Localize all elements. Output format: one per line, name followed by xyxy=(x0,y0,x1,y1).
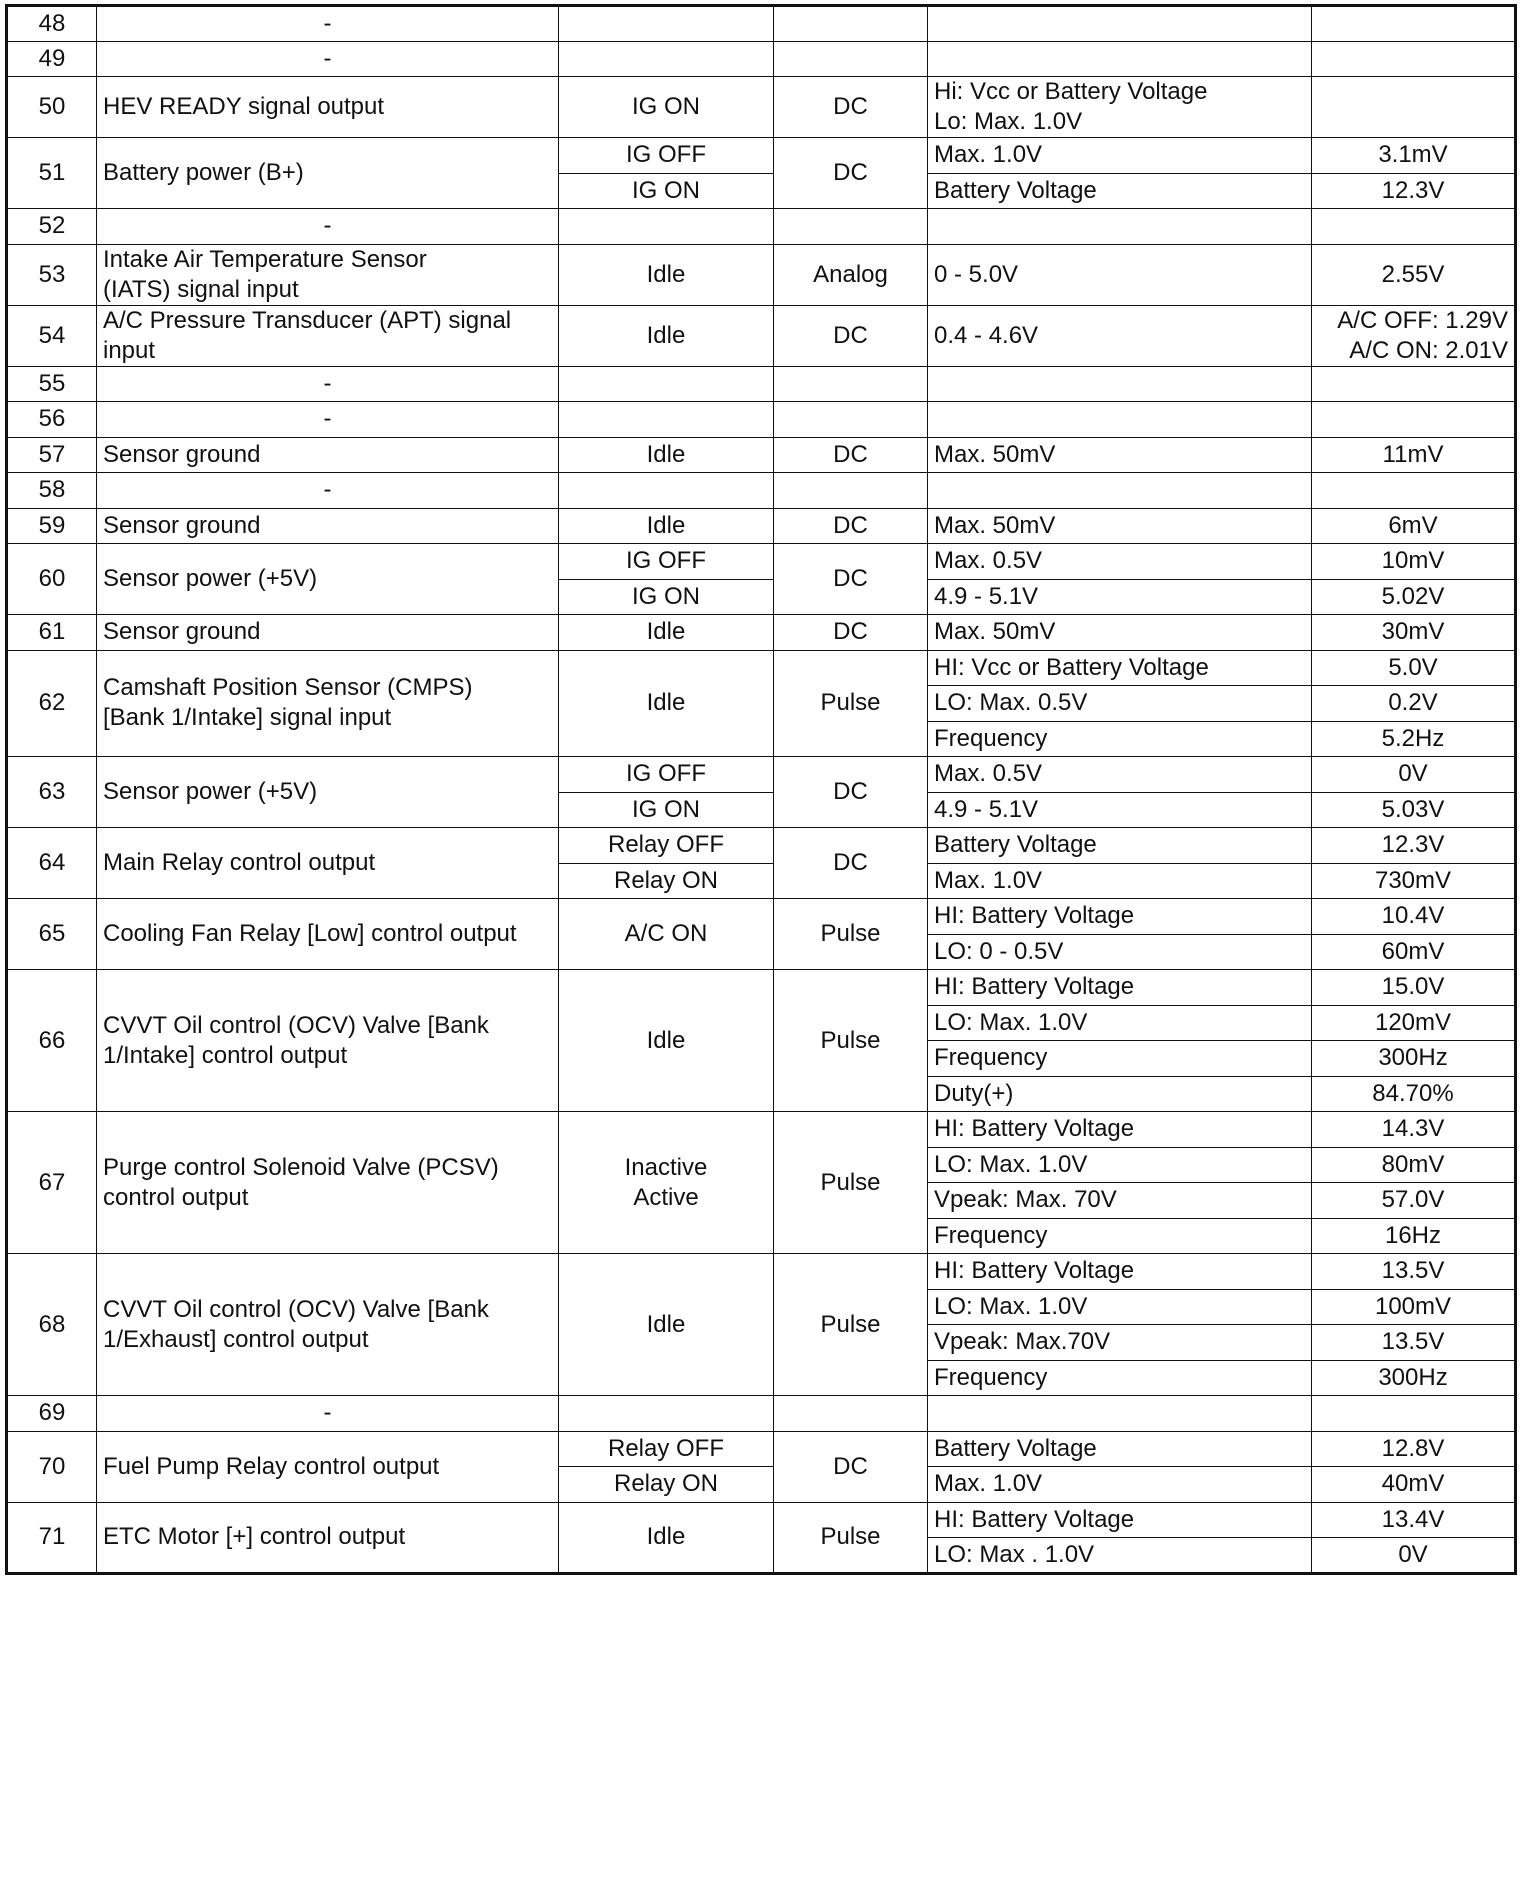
pin-description: Fuel Pump Relay control output xyxy=(97,1431,559,1502)
table-row xyxy=(7,366,1516,402)
table-row xyxy=(7,1254,1516,1290)
test-result: 60mV xyxy=(1312,934,1516,970)
signal-type xyxy=(774,1396,928,1432)
pin-description: CVVT Oil control (OCV) Valve [Bank 1/Intake] control output xyxy=(97,970,559,1112)
pin-number: 48 xyxy=(7,6,97,42)
test-result xyxy=(1312,473,1516,509)
table-row xyxy=(7,899,1516,935)
table-row xyxy=(7,828,1516,864)
pin-description: ETC Motor [+] control output xyxy=(97,1502,559,1573)
test-result: 0V xyxy=(1312,1538,1516,1574)
pin-description: Cooling Fan Relay [Low] control output xyxy=(97,899,559,970)
test-result: 15.0V xyxy=(1312,970,1516,1006)
specification xyxy=(928,473,1312,509)
signal-type: DC xyxy=(774,828,928,899)
pin-number: 57 xyxy=(7,437,97,473)
signal-type xyxy=(774,209,928,245)
pin-number: 51 xyxy=(7,138,97,209)
specification: Max. 50mV xyxy=(928,437,1312,473)
pin-number: 50 xyxy=(7,77,97,138)
signal-type xyxy=(774,402,928,438)
signal-type: DC xyxy=(774,757,928,828)
specification: Frequency xyxy=(928,721,1312,757)
pin-number: 60 xyxy=(7,544,97,615)
test-result: 13.5V xyxy=(1312,1254,1516,1290)
test-result: 12.8V xyxy=(1312,1431,1516,1467)
condition: Relay ON xyxy=(559,1467,774,1503)
test-result: 300Hz xyxy=(1312,1041,1516,1077)
signal-type: DC xyxy=(774,305,928,366)
table-row xyxy=(7,1396,1516,1432)
specification xyxy=(928,41,1312,77)
pin-number: 58 xyxy=(7,473,97,509)
specification xyxy=(928,6,1312,42)
condition: Relay OFF xyxy=(559,828,774,864)
pin-number: 68 xyxy=(7,1254,97,1396)
pin-description: A/C Pressure Transducer (APT) signal input xyxy=(97,305,559,366)
condition: Idle xyxy=(559,615,774,651)
pin-number: 49 xyxy=(7,41,97,77)
table-row xyxy=(7,6,1516,42)
pin-description: HEV READY signal output xyxy=(97,77,559,138)
test-result: 0V xyxy=(1312,757,1516,793)
test-result: 120mV xyxy=(1312,1005,1516,1041)
test-result: A/C OFF: 1.29V A/C ON: 2.01V xyxy=(1312,305,1516,366)
pin-number: 71 xyxy=(7,1502,97,1573)
signal-type: DC xyxy=(774,77,928,138)
test-result xyxy=(1312,1396,1516,1432)
pin-number: 62 xyxy=(7,650,97,757)
table-row xyxy=(7,1502,1516,1538)
test-result: 300Hz xyxy=(1312,1360,1516,1396)
pin-number: 69 xyxy=(7,1396,97,1432)
test-result: 57.0V xyxy=(1312,1183,1516,1219)
specification: Max. 50mV xyxy=(928,508,1312,544)
specification: Vpeak: Max. 70V xyxy=(928,1183,1312,1219)
pin-number: 67 xyxy=(7,1112,97,1254)
pin-description: Sensor power (+5V) xyxy=(97,544,559,615)
test-result xyxy=(1312,77,1516,138)
specification: Duty(+) xyxy=(928,1076,1312,1112)
specification: LO: 0 - 0.5V xyxy=(928,934,1312,970)
specification: Max. 0.5V xyxy=(928,544,1312,580)
specification xyxy=(928,402,1312,438)
condition xyxy=(559,6,774,42)
pin-number: 55 xyxy=(7,366,97,402)
signal-type: Pulse xyxy=(774,899,928,970)
pin-description: Sensor ground xyxy=(97,437,559,473)
specification: HI: Battery Voltage xyxy=(928,1502,1312,1538)
test-result: 100mV xyxy=(1312,1289,1516,1325)
test-result xyxy=(1312,41,1516,77)
pin-description: Battery power (B+) xyxy=(97,138,559,209)
specification: 0.4 - 4.6V xyxy=(928,305,1312,366)
specification xyxy=(928,209,1312,245)
table-row xyxy=(7,473,1516,509)
specification: 4.9 - 5.1V xyxy=(928,579,1312,615)
table-body xyxy=(7,6,1516,1574)
table-row xyxy=(7,757,1516,793)
condition: IG OFF xyxy=(559,138,774,174)
test-result: 80mV xyxy=(1312,1147,1516,1183)
specification: Max. 1.0V xyxy=(928,138,1312,174)
specification: Frequency xyxy=(928,1360,1312,1396)
table-row xyxy=(7,1431,1516,1467)
condition: Inactive Active xyxy=(559,1112,774,1254)
pin-number: 59 xyxy=(7,508,97,544)
signal-type: Analog xyxy=(774,244,928,305)
table-row xyxy=(7,209,1516,245)
condition: Idle xyxy=(559,437,774,473)
table-row xyxy=(7,305,1516,366)
condition: Idle xyxy=(559,970,774,1112)
specification: HI: Vcc or Battery Voltage xyxy=(928,650,1312,686)
pin-number: 56 xyxy=(7,402,97,438)
test-result: 11mV xyxy=(1312,437,1516,473)
pin-description: CVVT Oil control (OCV) Valve [Bank 1/Exhaust] control output xyxy=(97,1254,559,1396)
specification xyxy=(928,1396,1312,1432)
test-result: 40mV xyxy=(1312,1467,1516,1503)
signal-type: DC xyxy=(774,544,928,615)
pin-spec-table xyxy=(5,4,1517,1575)
test-result: 30mV xyxy=(1312,615,1516,651)
condition: Relay OFF xyxy=(559,1431,774,1467)
condition: IG ON xyxy=(559,579,774,615)
specification: HI: Battery Voltage xyxy=(928,1254,1312,1290)
signal-type: Pulse xyxy=(774,970,928,1112)
test-result: 14.3V xyxy=(1312,1112,1516,1148)
condition: Idle xyxy=(559,1502,774,1573)
table-row xyxy=(7,138,1516,174)
test-result xyxy=(1312,366,1516,402)
pin-description: - xyxy=(97,209,559,245)
specification: Battery Voltage xyxy=(928,173,1312,209)
specification: Frequency xyxy=(928,1218,1312,1254)
test-result: 10mV xyxy=(1312,544,1516,580)
pin-description: Sensor ground xyxy=(97,508,559,544)
pin-number: 70 xyxy=(7,1431,97,1502)
specification: HI: Battery Voltage xyxy=(928,899,1312,935)
specification: LO: Max. 0.5V xyxy=(928,686,1312,722)
table-row xyxy=(7,615,1516,651)
condition: Idle xyxy=(559,305,774,366)
signal-type: DC xyxy=(774,437,928,473)
table-row xyxy=(7,1112,1516,1148)
condition: A/C ON xyxy=(559,899,774,970)
pin-description: - xyxy=(97,366,559,402)
specification: Max. 1.0V xyxy=(928,1467,1312,1503)
test-result: 12.3V xyxy=(1312,173,1516,209)
table-row xyxy=(7,650,1516,686)
pin-number: 54 xyxy=(7,305,97,366)
signal-type xyxy=(774,41,928,77)
pin-description: Sensor ground xyxy=(97,615,559,651)
signal-type: DC xyxy=(774,138,928,209)
condition xyxy=(559,473,774,509)
signal-type: Pulse xyxy=(774,1112,928,1254)
signal-type xyxy=(774,6,928,42)
condition: Idle xyxy=(559,1254,774,1396)
specification: Max. 0.5V xyxy=(928,757,1312,793)
condition xyxy=(559,41,774,77)
condition: IG ON xyxy=(559,77,774,138)
specification: Max. 50mV xyxy=(928,615,1312,651)
pin-number: 66 xyxy=(7,970,97,1112)
specification: Max. 1.0V xyxy=(928,863,1312,899)
signal-type: Pulse xyxy=(774,1254,928,1396)
specification: Battery Voltage xyxy=(928,828,1312,864)
specification: Battery Voltage xyxy=(928,1431,1312,1467)
table-row xyxy=(7,970,1516,1006)
specification: LO: Max. 1.0V xyxy=(928,1005,1312,1041)
table-row xyxy=(7,41,1516,77)
table-row xyxy=(7,508,1516,544)
test-result: 2.55V xyxy=(1312,244,1516,305)
pin-description: - xyxy=(97,6,559,42)
condition: Relay ON xyxy=(559,863,774,899)
test-result: 13.4V xyxy=(1312,1502,1516,1538)
specification: HI: Battery Voltage xyxy=(928,970,1312,1006)
specification: LO: Max . 1.0V xyxy=(928,1538,1312,1574)
pin-number: 63 xyxy=(7,757,97,828)
test-result: 3.1mV xyxy=(1312,138,1516,174)
test-result: 730mV xyxy=(1312,863,1516,899)
table-row xyxy=(7,437,1516,473)
pin-description: Intake Air Temperature Sensor (IATS) signal input xyxy=(97,244,559,305)
table-row xyxy=(7,77,1516,138)
pin-number: 64 xyxy=(7,828,97,899)
test-result: 5.0V xyxy=(1312,650,1516,686)
test-result xyxy=(1312,209,1516,245)
test-result: 5.03V xyxy=(1312,792,1516,828)
specification: 0 - 5.0V xyxy=(928,244,1312,305)
specification: 4.9 - 5.1V xyxy=(928,792,1312,828)
signal-type: DC xyxy=(774,615,928,651)
test-result: 5.2Hz xyxy=(1312,721,1516,757)
specification: LO: Max. 1.0V xyxy=(928,1289,1312,1325)
test-result: 13.5V xyxy=(1312,1325,1516,1361)
test-result xyxy=(1312,402,1516,438)
condition: Idle xyxy=(559,650,774,757)
test-result xyxy=(1312,6,1516,42)
test-result: 84.70% xyxy=(1312,1076,1516,1112)
table-row xyxy=(7,544,1516,580)
pin-number: 52 xyxy=(7,209,97,245)
specification: Vpeak: Max.70V xyxy=(928,1325,1312,1361)
test-result: 10.4V xyxy=(1312,899,1516,935)
test-result: 5.02V xyxy=(1312,579,1516,615)
pin-description: - xyxy=(97,41,559,77)
condition: IG ON xyxy=(559,173,774,209)
signal-type: Pulse xyxy=(774,1502,928,1573)
test-result: 6mV xyxy=(1312,508,1516,544)
specification: Hi: Vcc or Battery Voltage Lo: Max. 1.0V xyxy=(928,77,1312,138)
table-row xyxy=(7,244,1516,305)
pin-description: Camshaft Position Sensor (CMPS) [Bank 1/Intake] signal input xyxy=(97,650,559,757)
pin-description: - xyxy=(97,1396,559,1432)
condition xyxy=(559,1396,774,1432)
pin-number: 61 xyxy=(7,615,97,651)
specification: HI: Battery Voltage xyxy=(928,1112,1312,1148)
condition: IG ON xyxy=(559,792,774,828)
condition xyxy=(559,366,774,402)
specification: Frequency xyxy=(928,1041,1312,1077)
specification xyxy=(928,366,1312,402)
condition: IG OFF xyxy=(559,757,774,793)
test-result: 12.3V xyxy=(1312,828,1516,864)
signal-type xyxy=(774,366,928,402)
specification: LO: Max. 1.0V xyxy=(928,1147,1312,1183)
condition xyxy=(559,209,774,245)
pin-description: - xyxy=(97,473,559,509)
signal-type: DC xyxy=(774,508,928,544)
pin-description: Main Relay control output xyxy=(97,828,559,899)
pin-description: Purge control Solenoid Valve (PCSV) control output xyxy=(97,1112,559,1254)
table-row xyxy=(7,402,1516,438)
condition xyxy=(559,402,774,438)
test-result: 16Hz xyxy=(1312,1218,1516,1254)
pin-number: 53 xyxy=(7,244,97,305)
condition: Idle xyxy=(559,244,774,305)
signal-type: Pulse xyxy=(774,650,928,757)
pin-description: - xyxy=(97,402,559,438)
test-result: 0.2V xyxy=(1312,686,1516,722)
condition: IG OFF xyxy=(559,544,774,580)
signal-type xyxy=(774,473,928,509)
pin-number: 65 xyxy=(7,899,97,970)
condition: Idle xyxy=(559,508,774,544)
pin-description: Sensor power (+5V) xyxy=(97,757,559,828)
signal-type: DC xyxy=(774,1431,928,1502)
